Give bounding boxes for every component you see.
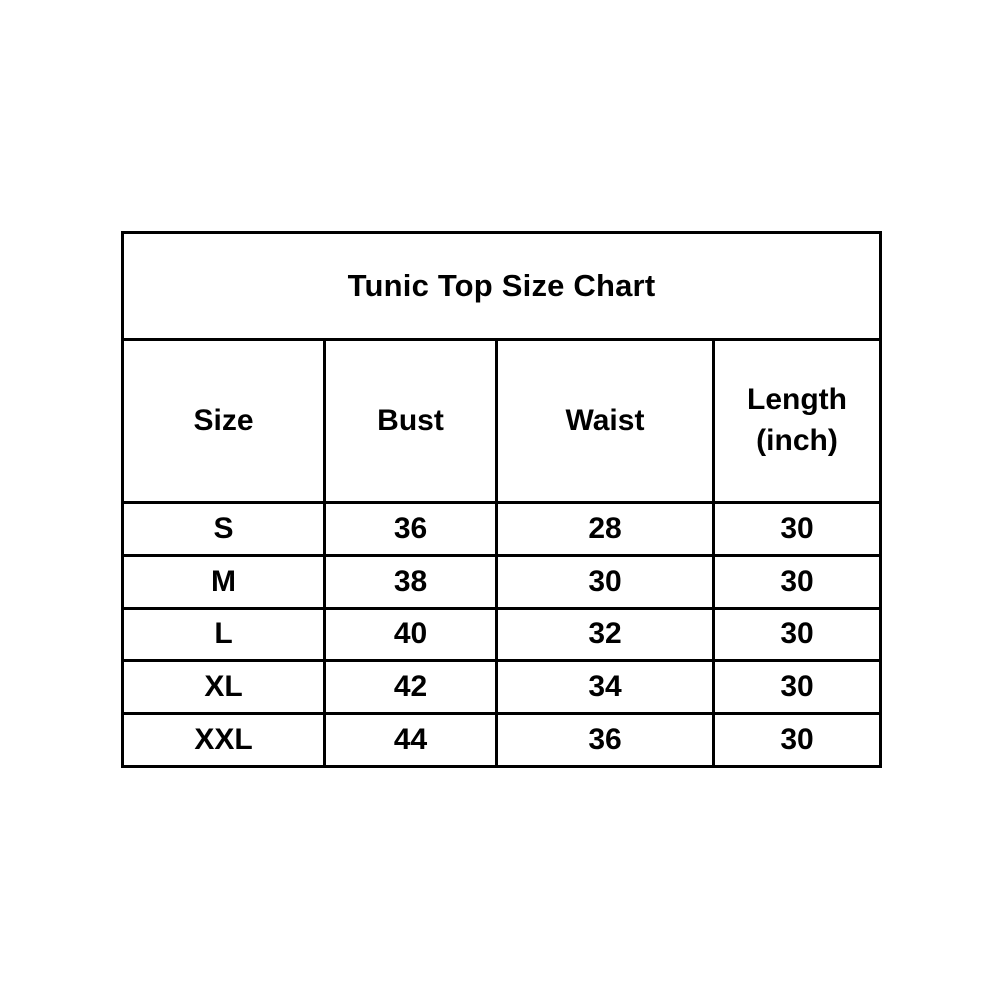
cell-size: XXL [123,714,325,767]
header-cell-length: Length (inch) [714,339,881,503]
cell-waist: 32 [497,608,714,661]
cell-length: 30 [714,714,881,767]
header-cell-size: Size [123,339,325,503]
header-row [123,339,881,503]
table-row [123,555,881,608]
cell-size: S [123,503,325,556]
cell-waist: 28 [497,503,714,556]
cell-waist: 30 [497,555,714,608]
table-title: Tunic Top Size Chart [123,233,881,340]
cell-size: XL [123,661,325,714]
cell-size: L [123,608,325,661]
table-row [123,661,881,714]
cell-bust: 40 [325,608,497,661]
size-chart-table [121,231,882,768]
cell-length: 30 [714,503,881,556]
cell-length: 30 [714,661,881,714]
cell-length: 30 [714,608,881,661]
cell-bust: 38 [325,555,497,608]
cell-waist: 34 [497,661,714,714]
table-row [123,714,881,767]
cell-length: 30 [714,555,881,608]
cell-size: M [123,555,325,608]
cell-bust: 44 [325,714,497,767]
cell-waist: 36 [497,714,714,767]
cell-bust: 36 [325,503,497,556]
cell-bust: 42 [325,661,497,714]
table-row [123,608,881,661]
table-row [123,503,881,556]
header-cell-bust: Bust [325,339,497,503]
header-cell-waist: Waist [497,339,714,503]
title-row [123,233,881,340]
